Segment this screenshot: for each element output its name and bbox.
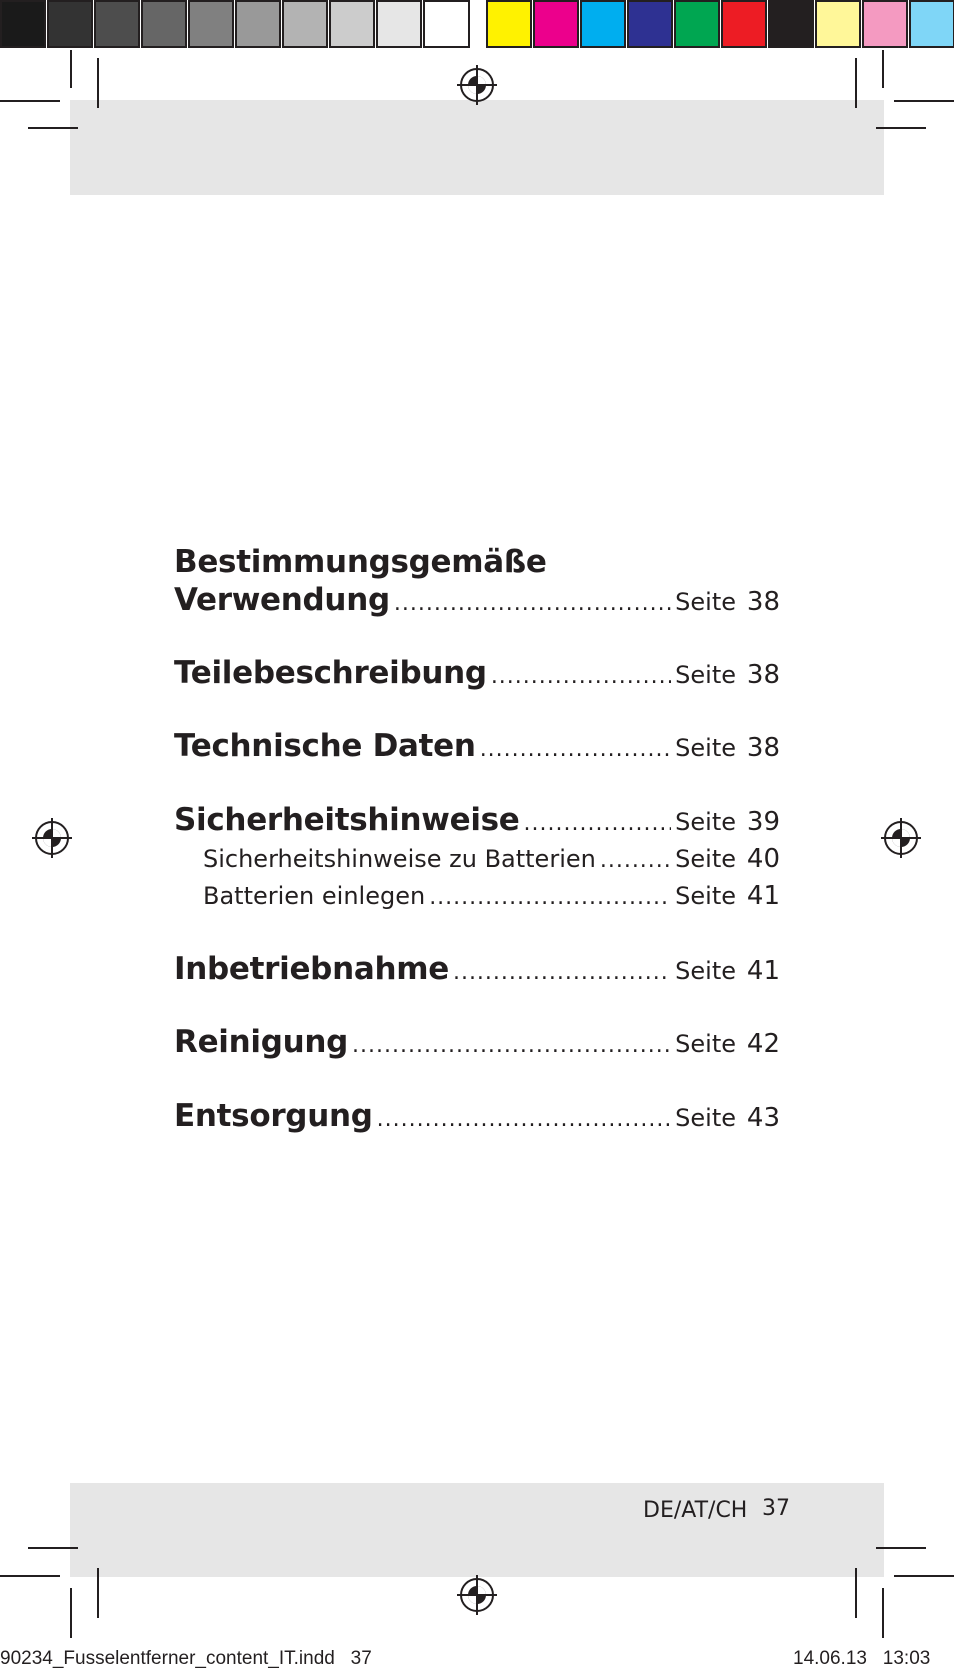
crop-mark [28, 127, 78, 129]
dot-leader [491, 664, 671, 689]
color-swatch [282, 0, 328, 48]
color-calibration-bar [0, 0, 954, 50]
dot-leader [377, 1107, 672, 1132]
color-swatch [188, 0, 234, 48]
toc-entry-title-line1: Bestimmungsgemäße [174, 544, 547, 580]
crop-mark [0, 100, 60, 102]
toc-entry-sicherheitshinweise [174, 802, 780, 838]
seite-label: Seite [675, 845, 736, 873]
crop-mark [70, 50, 72, 88]
page-number: 38 [746, 587, 780, 617]
color-swatch [141, 0, 187, 48]
color-swatch [674, 0, 720, 48]
color-swatch [486, 0, 532, 48]
toc-subentry-title: Batterien einlegen [203, 882, 426, 910]
toc-entry-verwendung [174, 544, 780, 618]
toc-entry-title: Technische Daten [174, 728, 476, 764]
crop-mark [882, 50, 884, 88]
color-swatch [580, 0, 626, 48]
color-swatch [423, 0, 470, 48]
page-number: 41 [746, 881, 780, 911]
dot-leader [600, 848, 671, 873]
color-swatch [94, 0, 140, 48]
toc-entry-title: Entsorgung [174, 1098, 373, 1134]
toc-entry-reinigung [174, 1024, 780, 1060]
crop-mark [855, 1568, 857, 1618]
crop-mark [894, 100, 954, 102]
page-number: 43 [746, 1103, 780, 1133]
crop-mark [876, 127, 926, 129]
color-swatch [329, 0, 375, 48]
color-swatch [235, 0, 281, 48]
crop-mark [28, 1547, 78, 1549]
seite-label: Seite [675, 661, 736, 689]
seite-label: Seite [675, 1104, 736, 1132]
page-number: 38 [746, 660, 780, 690]
color-swatch [0, 0, 46, 48]
header-band [70, 100, 884, 195]
page-number: 39 [746, 807, 780, 837]
color-swatch [862, 0, 908, 48]
registration-mark-icon [881, 818, 921, 858]
color-swatch [47, 0, 93, 48]
crop-mark [97, 1568, 99, 1618]
color-swatch [721, 0, 767, 48]
crop-mark [876, 1547, 926, 1549]
seite-label: Seite [675, 734, 736, 762]
toc-subentry-batterien-einlegen [174, 881, 780, 911]
toc-entry-title: Sicherheitshinweise [174, 802, 520, 838]
seite-label: Seite [675, 808, 736, 836]
registration-mark-icon [32, 818, 72, 858]
dot-leader [394, 591, 671, 616]
crop-mark [855, 58, 857, 108]
dot-leader [352, 1033, 671, 1058]
seite-label: Seite [675, 957, 736, 985]
color-swatch [533, 0, 579, 48]
toc-entry-title: Reinigung [174, 1024, 349, 1060]
footer-page-number: 37 [762, 1496, 790, 1521]
dot-leader [480, 737, 671, 762]
page-number: 41 [746, 956, 780, 986]
toc-entry-title: Verwendung [174, 582, 390, 618]
color-swatch [909, 0, 954, 48]
toc-entry-inbetriebnahme [174, 951, 780, 987]
page-number: 42 [746, 1029, 780, 1059]
dot-leader [429, 885, 671, 910]
color-swatch [627, 0, 673, 48]
color-swatch [376, 0, 422, 48]
dot-leader [524, 811, 672, 836]
page-number: 38 [746, 733, 780, 763]
toc-entry-teilebeschreibung [174, 655, 780, 691]
footer-country-code: DE/AT/CH [643, 1498, 748, 1523]
registration-mark-icon [457, 65, 497, 105]
color-swatch [815, 0, 861, 48]
slug-date-time: 14.06.13 13:03 [793, 1648, 931, 1669]
registration-mark-icon [457, 1575, 497, 1615]
seite-label: Seite [675, 588, 736, 616]
slug-filename: 90234_Fusselentferner_content_IT.indd 37 [0, 1648, 372, 1669]
toc-entry-title: Inbetriebnahme [174, 951, 449, 987]
color-swatch [768, 0, 814, 48]
toc-entry-title: Teilebeschreibung [174, 655, 487, 691]
crop-mark [0, 1575, 60, 1577]
seite-label: Seite [675, 882, 736, 910]
crop-mark [894, 1575, 954, 1577]
crop-mark [70, 1588, 72, 1638]
toc-entry-entsorgung [174, 1098, 780, 1134]
crop-mark [97, 58, 99, 108]
toc-subentry-title: Sicherheitshinweise zu Batterien [203, 845, 596, 873]
crop-mark [882, 1588, 884, 1638]
seite-label: Seite [675, 1030, 736, 1058]
toc-subentry-batterien [174, 844, 780, 874]
toc-entry-technische-daten [174, 728, 780, 764]
page-number: 40 [746, 844, 780, 874]
dot-leader [453, 960, 671, 985]
